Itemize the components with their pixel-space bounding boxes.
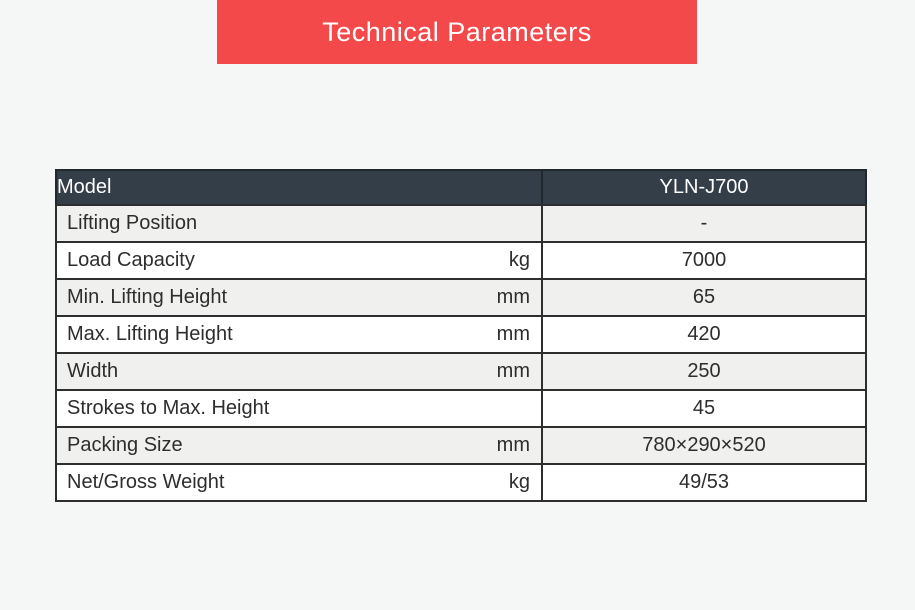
param-value: 65 xyxy=(542,279,866,316)
param-label: Net/Gross Weight xyxy=(67,471,225,493)
table-row xyxy=(56,427,866,464)
param-unit: mm xyxy=(496,286,530,308)
section-title-banner xyxy=(217,0,697,64)
param-unit: kg xyxy=(508,249,530,271)
table-row xyxy=(56,390,866,427)
table-row xyxy=(56,316,866,353)
param-unit: kg xyxy=(508,471,530,493)
param-label: Load Capacity xyxy=(67,249,195,271)
table-row xyxy=(56,353,866,390)
model-header-cell: Model xyxy=(56,170,542,205)
param-value: 7000 xyxy=(542,242,866,279)
table-row xyxy=(56,205,866,242)
param-value: 49/53 xyxy=(542,464,866,501)
section-title: Technical Parameters xyxy=(322,16,592,47)
param-unit: mm xyxy=(496,360,530,382)
table-header-row xyxy=(56,170,866,205)
param-label: Lifting Position xyxy=(67,212,198,234)
table-row xyxy=(56,279,866,316)
param-value: 420 xyxy=(542,316,866,353)
param-unit: mm xyxy=(496,323,530,345)
param-label: Strokes to Max. Height xyxy=(67,397,270,419)
technical-parameters-table xyxy=(55,169,867,502)
param-label: Max. Lifting Height xyxy=(67,323,233,345)
spec-table-body xyxy=(56,205,866,501)
param-label: Min. Lifting Height xyxy=(67,286,228,308)
param-value: - xyxy=(542,205,866,242)
model-value-header-cell: YLN-J700 xyxy=(542,170,866,205)
param-value: 780×290×520 xyxy=(542,427,866,464)
param-label: Packing Size xyxy=(67,434,183,456)
param-value: 45 xyxy=(542,390,866,427)
param-value: 250 xyxy=(542,353,866,390)
param-unit: mm xyxy=(496,434,530,456)
param-label: Width xyxy=(67,360,119,382)
table-row xyxy=(56,242,866,279)
table-row xyxy=(56,464,866,501)
